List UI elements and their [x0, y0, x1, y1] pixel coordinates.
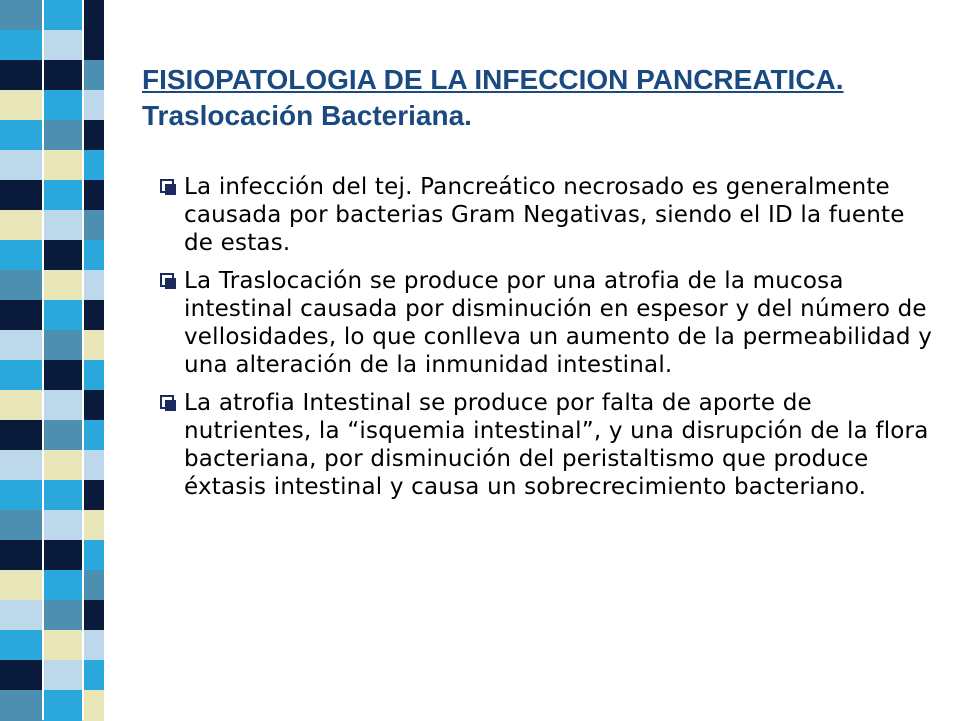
- square-bullet-icon: [160, 395, 174, 409]
- stripe-block: [0, 0, 42, 31]
- stripe-block: [0, 360, 42, 391]
- stripe-block: [0, 420, 42, 451]
- decorative-color-stripe: [0, 0, 104, 720]
- stripe-block: [82, 60, 104, 91]
- stripe-block: [82, 300, 104, 331]
- bullet-text: La atrofia Intestinal se produce por falta de aporte de nutrientes, la “isquemia intestinal”, y una disrupción de la flora bacteriana, por disminución del peristaltismo que produce éxtasis intestinal y causa un sobrecrecimiento bacteriano.: [184, 390, 929, 500]
- stripe-block: [82, 0, 104, 31]
- stripe-block: [0, 240, 42, 271]
- square-bullet-icon: [160, 273, 174, 287]
- title-subtitle-part: Traslocación Bacteriana.: [142, 100, 472, 131]
- stripe-block: [82, 660, 104, 691]
- stripe-block: [42, 360, 82, 391]
- stripe-block: [0, 120, 42, 151]
- stripe-block: [82, 180, 104, 211]
- stripe-block: [0, 600, 42, 631]
- stripe-block: [0, 210, 42, 241]
- stripe-block: [0, 480, 42, 511]
- bullet-item: [160, 173, 940, 257]
- stripe-block: [42, 510, 82, 541]
- slide-title: [142, 62, 922, 134]
- stripe-block: [42, 480, 82, 511]
- stripe-block: [82, 690, 104, 721]
- stripe-block: [42, 30, 82, 61]
- stripe-block: [82, 510, 104, 541]
- stripe-block: [82, 480, 104, 511]
- stripe-block: [0, 330, 42, 361]
- stripe-block: [42, 630, 82, 661]
- bullet-list: [160, 173, 940, 511]
- stripe-block: [82, 630, 104, 661]
- stripe-block: [0, 300, 42, 331]
- stripe-block: [82, 120, 104, 151]
- stripe-block: [42, 120, 82, 151]
- stripe-block: [42, 60, 82, 91]
- stripe-block: [0, 690, 42, 721]
- stripe-block: [82, 30, 104, 61]
- stripe-block: [42, 540, 82, 571]
- stripe-block: [0, 540, 42, 571]
- stripe-block: [0, 660, 42, 691]
- stripe-block: [0, 60, 42, 91]
- stripe-block: [42, 0, 82, 31]
- stripe-block: [42, 660, 82, 691]
- stripe-block: [42, 390, 82, 421]
- stripe-block: [0, 390, 42, 421]
- stripe-block: [0, 630, 42, 661]
- square-bullet-icon: [160, 179, 174, 193]
- title-underlined-part: FISIOPATOLOGIA DE LA INFECCION PANCREATICA.: [142, 64, 844, 95]
- stripe-block: [82, 240, 104, 271]
- stripe-block: [0, 270, 42, 301]
- stripe-block: [82, 570, 104, 601]
- stripe-block: [0, 510, 42, 541]
- stripe-block: [82, 150, 104, 181]
- stripe-block: [82, 270, 104, 301]
- stripe-block: [0, 450, 42, 481]
- stripe-block: [82, 390, 104, 421]
- stripe-block: [42, 240, 82, 271]
- stripe-block: [42, 690, 82, 721]
- stripe-block: [82, 90, 104, 121]
- stripe-separator: [42, 0, 44, 720]
- stripe-block: [0, 180, 42, 211]
- stripe-block: [42, 210, 82, 241]
- stripe-block: [82, 450, 104, 481]
- stripe-block: [82, 420, 104, 451]
- stripe-block: [42, 600, 82, 631]
- stripe-separator: [82, 0, 84, 720]
- bullet-item: [160, 267, 940, 379]
- stripe-block: [0, 90, 42, 121]
- stripe-block: [42, 90, 82, 121]
- stripe-block: [0, 30, 42, 61]
- stripe-block: [42, 450, 82, 481]
- stripe-block: [42, 420, 82, 451]
- bullet-item: [160, 389, 940, 501]
- bullet-text: La infección del tej. Pancreático necrosado es generalmente causada por bacterias Gram Negativas, siendo el ID la fuente de estas.: [184, 174, 905, 256]
- stripe-block: [42, 330, 82, 361]
- bullet-text: La Traslocación se produce por una atrofia de la mucosa intestinal causada por disminución en espesor y del número de vellosidades, lo que conlleva un aumento de la permeabilidad y una alteración de la inmunidad intestinal.: [184, 268, 933, 378]
- stripe-block: [42, 270, 82, 301]
- stripe-block: [82, 330, 104, 361]
- stripe-block: [42, 300, 82, 331]
- stripe-block: [0, 570, 42, 601]
- stripe-block: [82, 600, 104, 631]
- stripe-block: [42, 150, 82, 181]
- stripe-block: [82, 210, 104, 241]
- stripe-block: [42, 570, 82, 601]
- stripe-block: [42, 180, 82, 211]
- stripe-block: [82, 360, 104, 391]
- stripe-block: [82, 540, 104, 571]
- stripe-block: [0, 150, 42, 181]
